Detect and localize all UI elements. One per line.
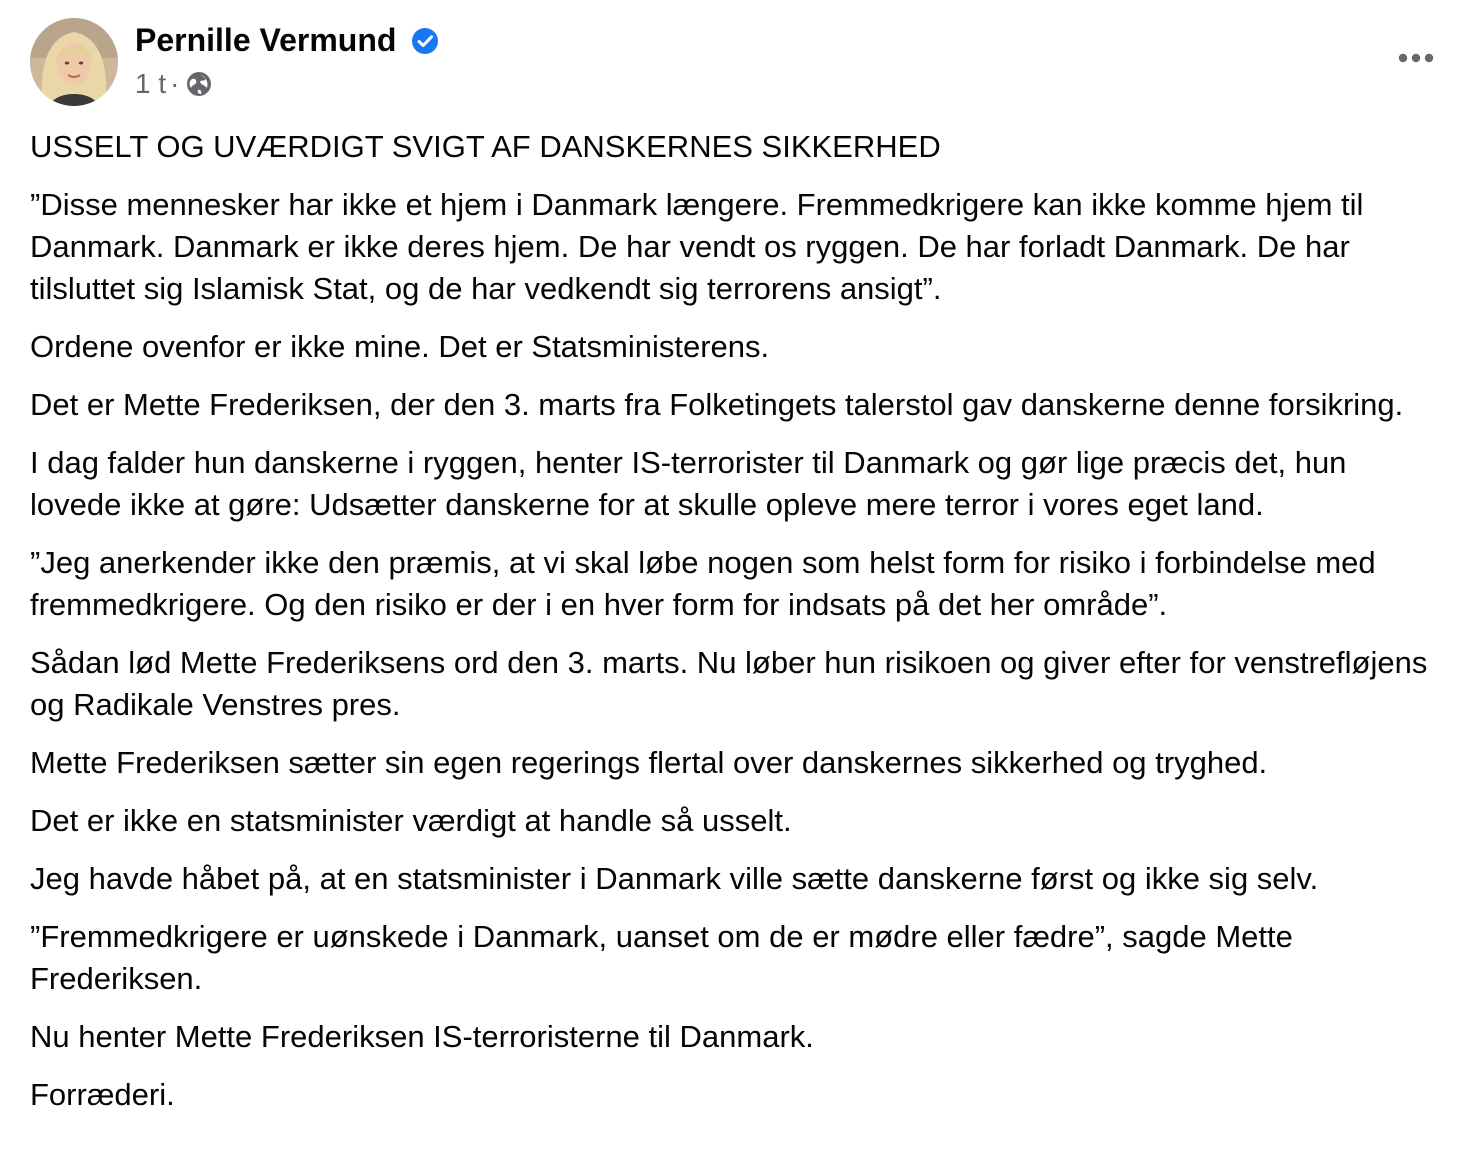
post-paragraph: Det er Mette Frederiksen, der den 3. marts fra Folketingets talerstol gav danskerne denne forsikring. — [30, 387, 1404, 422]
post-paragraph: Jeg havde håbet på, at en statsminister i Danmark ville sætte danskerne først og ikke sig selv. — [30, 861, 1319, 896]
avatar-image — [30, 18, 118, 106]
post-paragraph: ”Fremmedkrigere er uønskede i Danmark, uanset om de er mødre eller fædre”, sagde Mette Frederiksen. — [30, 919, 1293, 996]
post-timestamp[interactable]: 1 t — [135, 68, 167, 99]
post-body — [30, 126, 1440, 1132]
post-paragraph: Nu henter Mette Frederiksen IS-terroristerne til Danmark. — [30, 1019, 814, 1054]
globe-icon[interactable] — [185, 70, 213, 98]
verified-badge-icon — [411, 27, 439, 55]
post-header — [30, 18, 1448, 108]
post-paragraph: ”Disse mennesker har ikke et hjem i Danmark længere. Fremmedkrigere kan ikke komme hjem til Danmark. Danmark er ikke deres hjem. De har vendt os ryggen. De har forladt Danmark. De har tilsluttet sig Islamisk Stat, og de har vedkendt sig terrorens ansigt”. — [30, 187, 1364, 306]
author-name[interactable]: Pernille Vermund — [135, 22, 397, 58]
post-paragraph: ”Jeg anerkender ikke den præmis, at vi skal løbe nogen som helst form for risiko i forbindelse med fremmedkrigere. Og den risiko er der i en hver form for indsats på det her område”. — [30, 545, 1376, 622]
post-meta — [135, 68, 213, 100]
post-paragraph: USSELT OG UVÆRDIGT SVIGT AF DANSKERNES SIKKERHED — [30, 129, 941, 164]
post-paragraph: I dag falder hun danskerne i ryggen, henter IS-terrorister til Danmark og gør lige præcis det, hun lovede ikke at gøre: Udsætter danskerne for at skulle opleve mere terror i vores eget land. — [30, 445, 1347, 522]
post-paragraph: Mette Frederiksen sætter sin egen regerings flertal over danskernes sikkerhed og tryghed. — [30, 745, 1268, 780]
meta-separator: · — [170, 68, 180, 99]
more-options-icon[interactable] — [1396, 48, 1436, 68]
post-paragraph: Sådan lød Mette Frederiksens ord den 3. marts. Nu løber hun risikoen og giver efter for venstrefløjens og Radikale Venstres pres. — [30, 645, 1428, 722]
post-paragraph: Ordene ovenfor er ikke mine. Det er Statsministerens. — [30, 329, 770, 364]
post-paragraph: Det er ikke en statsminister værdigt at handle så usselt. — [30, 803, 792, 838]
post-paragraph: Forræderi. — [30, 1077, 175, 1112]
avatar[interactable] — [30, 18, 118, 106]
